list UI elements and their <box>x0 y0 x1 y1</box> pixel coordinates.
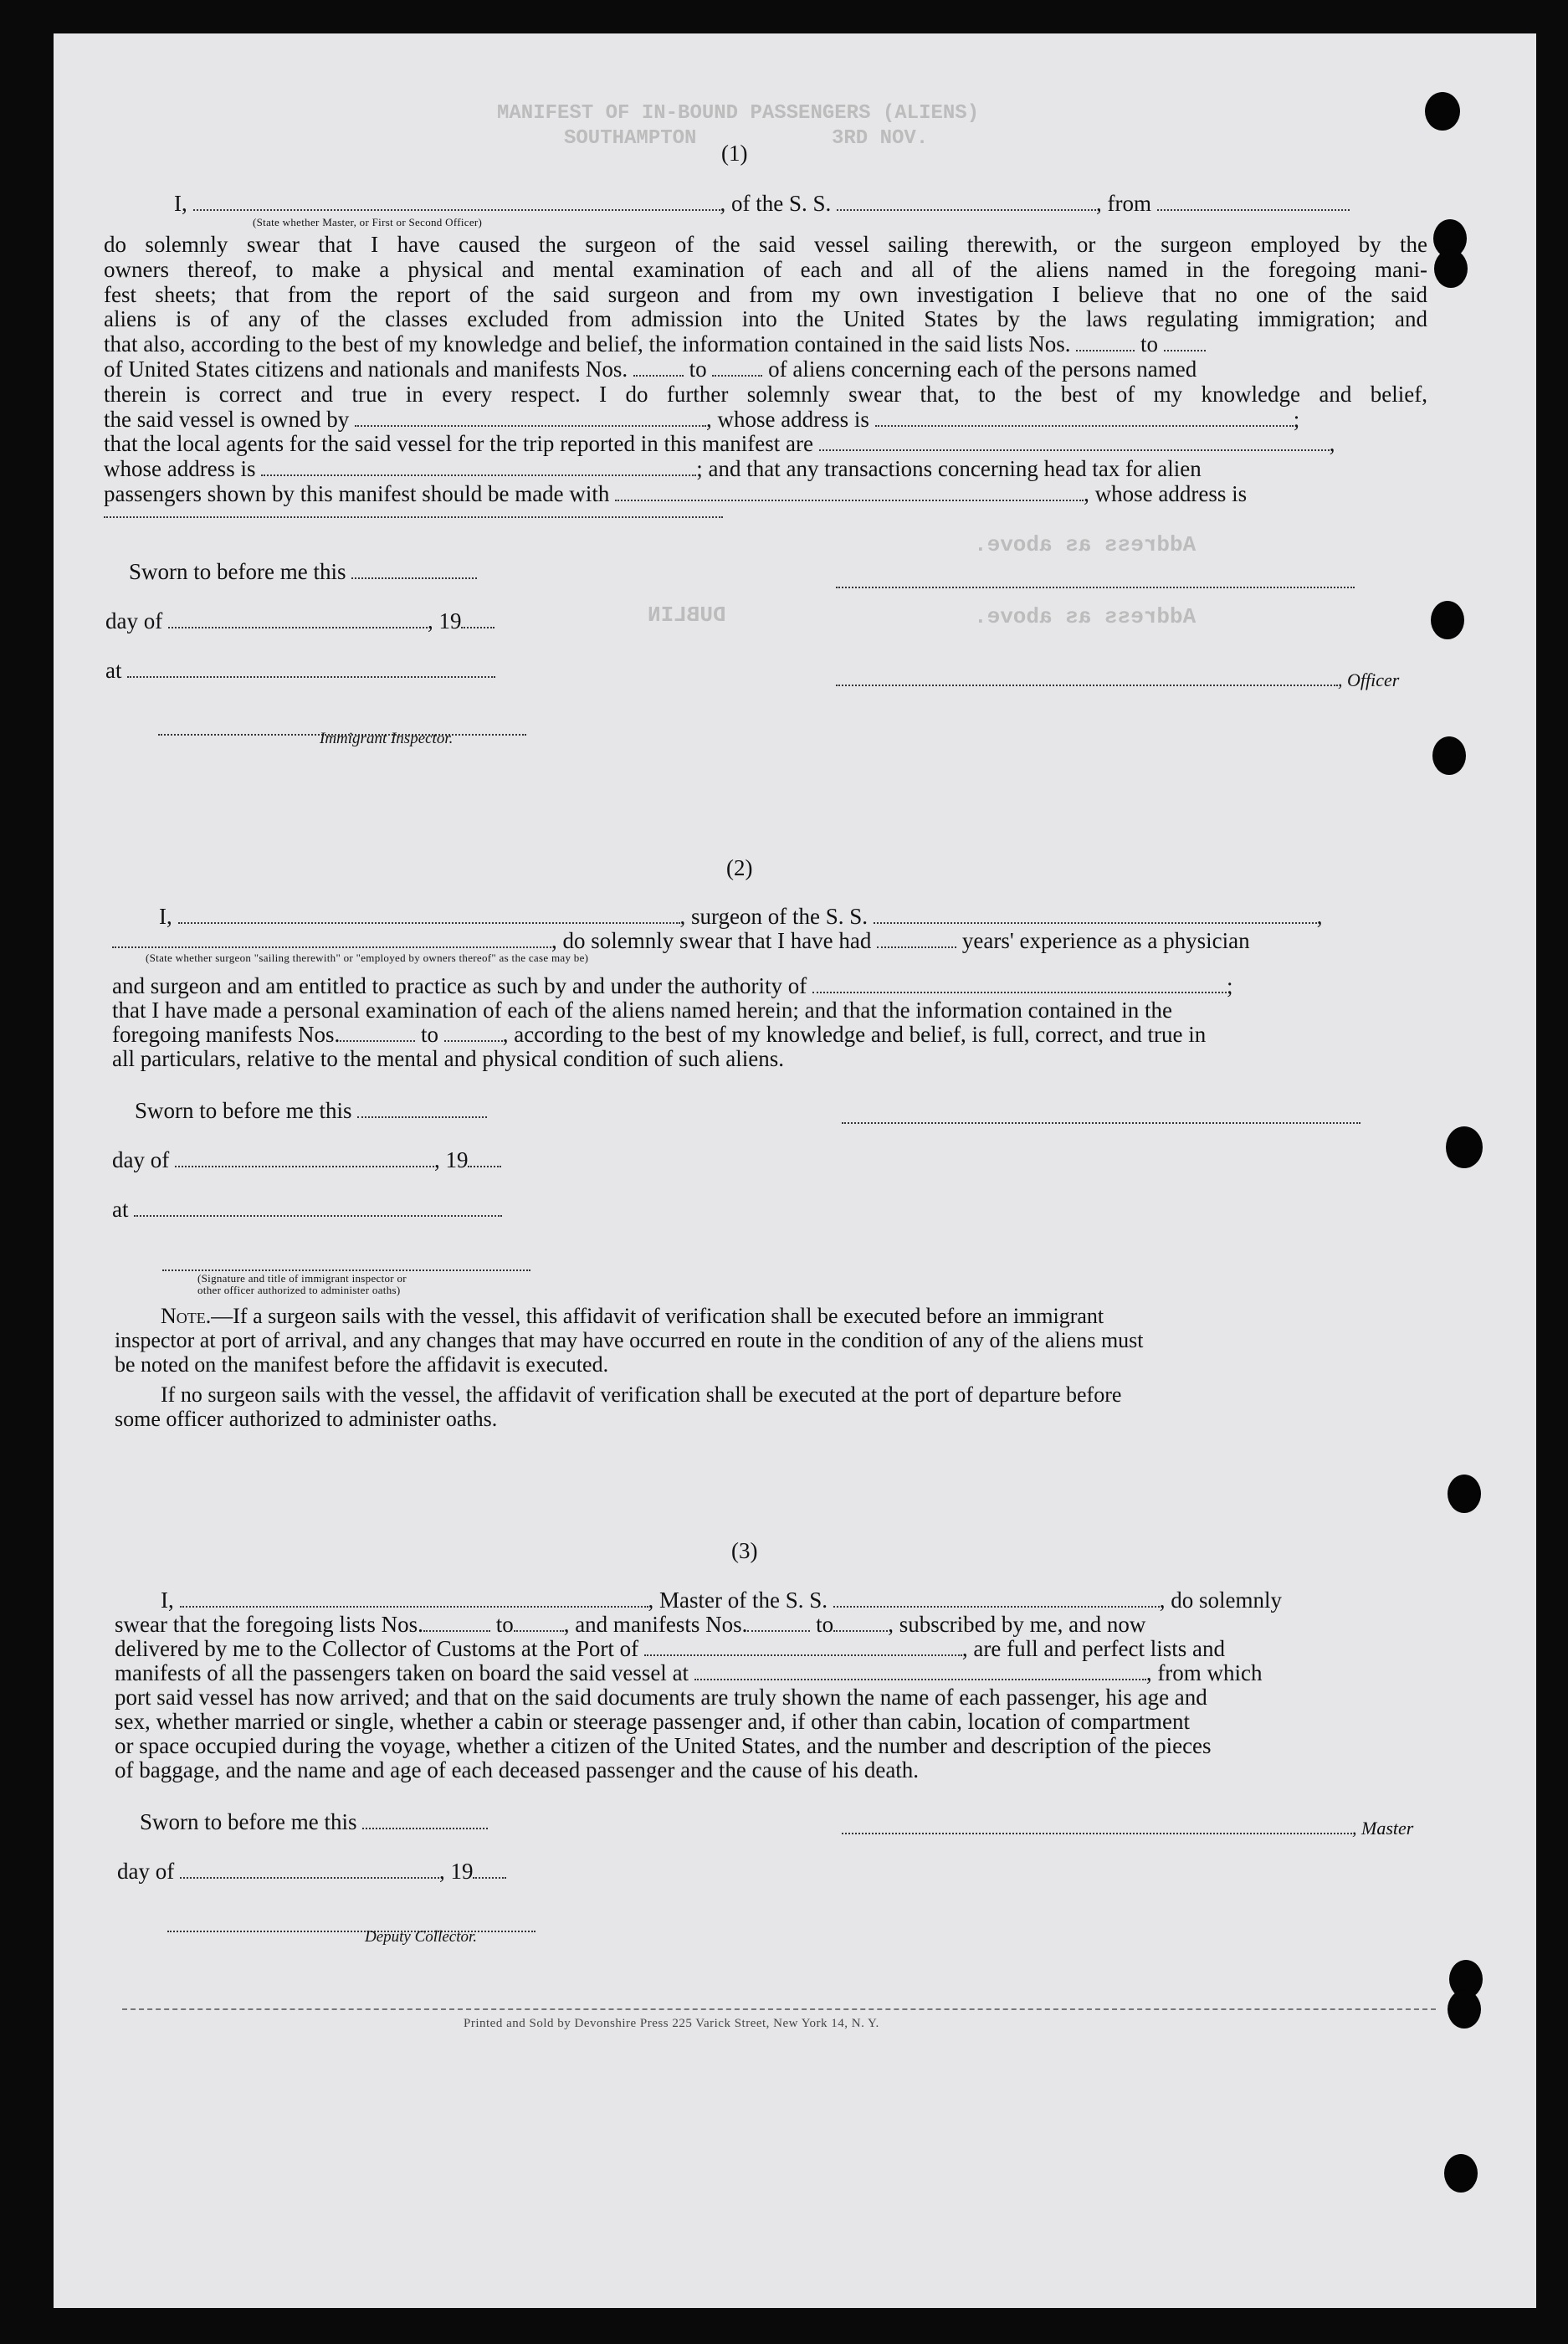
paragraph-line: sex, whether married or single, whether a cabin or steerage passenger and, if other than cabin, location of compartment <box>115 1709 1191 1734</box>
day-line: day of , 19 <box>105 608 494 634</box>
signature-caption: other officer authorized to administer oaths) <box>197 1284 401 1296</box>
note-line: If no surgeon sails with the vessel, the affidavit of verification shall be executed at the port of departure before <box>161 1382 1122 1407</box>
oath-line: I, , of the S. S. , from <box>174 191 1350 217</box>
surgeon-caption: (State whether surgeon "sailing therewith" or "employed by owners thereof" as the case may be) <box>146 951 589 964</box>
punch-hole <box>1431 601 1464 639</box>
printer-imprint: Printed and Sold by Devonshire Press 225 Varick Street, New York 14, N. Y. <box>464 2017 879 2030</box>
section-3-number: (3) <box>731 1538 758 1563</box>
punch-hole <box>1432 736 1466 775</box>
paragraph-line: all particulars, relative to the mental and physical condition of such aliens. <box>112 1046 784 1071</box>
footer-rule <box>122 2008 1436 2010</box>
show-through-text: 3RD NOV. <box>832 127 929 150</box>
note-line: Note.—If a surgeon sails with the vessel, this affidavit of verification shall be executed before an immigrant <box>161 1304 1104 1328</box>
paragraph-line: of United States citizens and nationals and manifests Nos. to of aliens concerning each of the persons named <box>104 356 1197 382</box>
note-line: inspector at port of arrival, and any changes that may have occurred en route in the condition of any of the aliens must <box>115 1328 1144 1352</box>
oath-line: , do solemnly swear that I have had years' experience as a physician <box>112 928 1250 954</box>
officer-signature-line: , Officer <box>836 669 1399 691</box>
sworn-line: Sworn to before me this <box>140 1809 488 1835</box>
paragraph-line: whose address is ; and that any transactions concerning head tax for alien <box>104 456 1202 482</box>
show-through-text: Address as above. <box>974 604 1196 629</box>
document-page <box>54 33 1536 2308</box>
show-through-text: MANIFEST OF IN-BOUND PASSENGERS (ALIENS) <box>497 102 980 125</box>
signature-caption: (Signature and title of immigrant inspector or <box>197 1272 407 1285</box>
paragraph-line: aliens is of any of the classes excluded from admission into the United States by the laws regulating immigration; and <box>104 306 1427 332</box>
section-2-number: (2) <box>726 855 753 880</box>
show-through-text: Address as above. <box>974 532 1196 557</box>
surgeon-signature-line <box>842 1113 1360 1128</box>
paragraph-line: of baggage, and the name and age of each deceased passenger and the cause of his death. <box>115 1757 920 1782</box>
punch-hole <box>1444 2154 1478 2193</box>
paragraph-line: manifests of all the passengers taken on board the said vessel at , from which <box>115 1660 1263 1685</box>
paragraph-line: owners thereof, to make a physical and mental examination of each and all of the aliens named in the foregoing mani- <box>104 256 1427 282</box>
sworn-line: Sworn to before me this <box>129 559 477 585</box>
paragraph-line: foregoing manifests Nos. to , according to the best of my knowledge and belief, is full, correct, and true in <box>112 1022 1207 1047</box>
paragraph-line: therein is correct and true in every respect. I do further solemnly swear that, to the best of my knowledge and belief, <box>104 381 1427 407</box>
day-line: day of , 19 <box>112 1147 501 1173</box>
sworn-line: Sworn to before me this <box>135 1098 487 1124</box>
at-line: at <box>105 658 495 684</box>
punch-hole <box>1434 249 1468 288</box>
paragraph-line: the said vessel is owned by , whose address is ; <box>104 406 1300 432</box>
paragraph-line: passengers shown by this manifest should be made with , whose address is <box>104 480 1248 506</box>
paragraph-line: or space occupied during the voyage, whether a citizen of the United States, and the number and description of the pieces <box>115 1733 1212 1758</box>
section-1-number: (1) <box>721 141 748 166</box>
oath-line: I, , surgeon of the S. S. , <box>159 904 1323 929</box>
punch-hole <box>1448 1990 1481 2029</box>
punch-hole <box>1446 1126 1483 1168</box>
paragraph-line: that the local agents for the said vessel for the trip reported in this manifest are , <box>104 431 1335 457</box>
at-line: at <box>112 1197 502 1223</box>
paragraph-line: swear that the foregoing lists Nos. to , and manifests Nos. to , subscribed by me, and now <box>115 1612 1146 1637</box>
paragraph-line: do solemnly swear that I have caused the surgeon of the said vessel sailing therewith, or the surgeon employed by the <box>104 232 1427 257</box>
punch-hole <box>1425 92 1460 131</box>
show-through-text: SOUTHAMPTON <box>564 127 697 150</box>
immigrant-inspector-label: Immigrant Inspector. <box>320 730 453 747</box>
show-through-text: DUBLIN <box>648 603 726 628</box>
deputy-collector-label: Deputy Collector. <box>365 1928 478 1946</box>
officer-caption: (State whether Master, or First or Second Officer) <box>253 216 483 228</box>
punch-hole <box>1448 1475 1481 1513</box>
note-line: some officer authorized to administer oaths. <box>115 1407 498 1431</box>
day-line: day of , 19 <box>117 1859 506 1885</box>
note-line: be noted on the manifest before the affidavit is executed. <box>115 1352 609 1377</box>
paragraph-line: that I have made a personal examination of each of the aliens named herein; and that the information contained in the <box>112 998 1173 1023</box>
oath-line: I, , Master of the S. S. , do solemnly <box>161 1587 1282 1613</box>
paragraph-line: and surgeon and am entitled to practice as such by and under the authority of ; <box>112 973 1233 998</box>
master-signature-line: , Master <box>842 1818 1413 1839</box>
section-1-paragraph <box>104 233 1427 524</box>
paragraph-line: delivered by me to the Collector of Customs at the Port of , are full and perfect lists and <box>115 1636 1226 1661</box>
paragraph-line: that also, according to the best of my knowledge and belief, the information contained in the said lists Nos. to <box>104 332 1427 357</box>
paragraph-line: port said vessel has now arrived; and that on the said documents are truly shown the name of each passenger, his age and <box>115 1685 1207 1710</box>
paragraph-line: fest sheets; that from the report of the said surgeon and from my own investigation I believe that no one of the said <box>104 281 1427 307</box>
